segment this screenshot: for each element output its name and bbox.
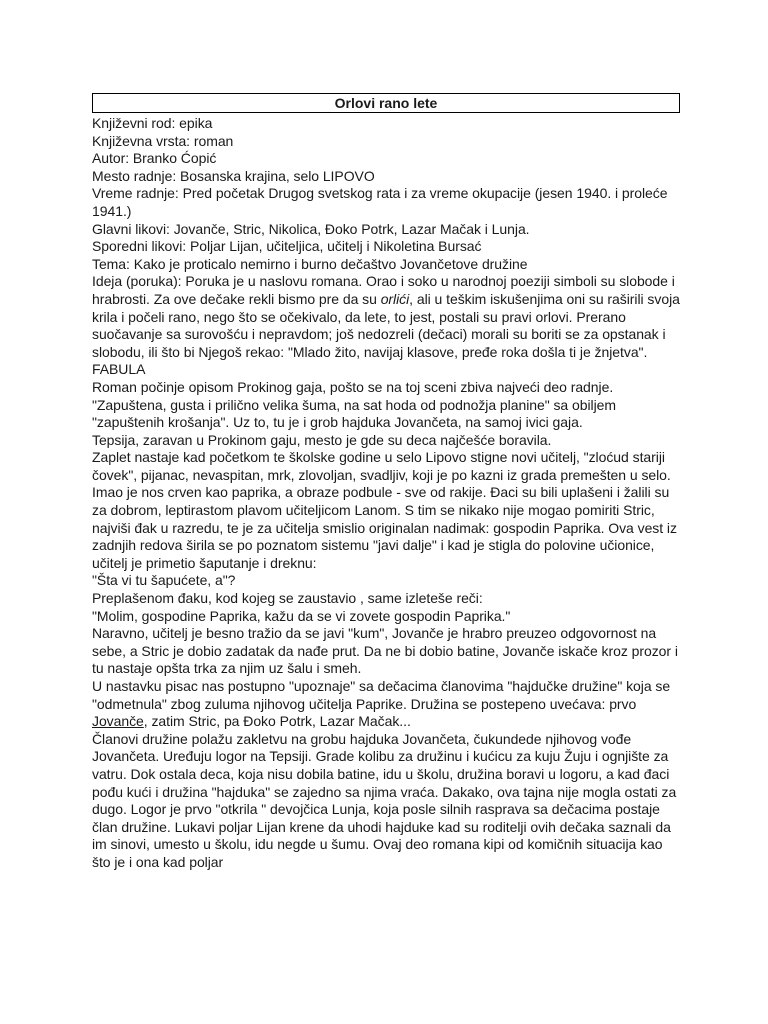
paragraph: "Šta vi tu šapućete, a"? <box>92 572 236 589</box>
paragraph: Članovi družine polažu zakletvu na grobu hajduka Jovančeta, čukundede njihovog vođe Jovančeta. Uređuju logor na Tepsiji. Grade kolibu za družinu i kućicu za kuju Žuju i ognjište za vatru. Dok ostala deca, koja nisu dobila batine, idu u školu, družina boravi u logoru, a kad đaci pođu kući i družina "hajduka" se zajedno sa njima vraća. Dakako, ova tajna nije mogla ostati za dugo. Logor je prvo "otkrila " devojčica Lunja, koja posle silnih rasprava sa dečacima postaje član družine. Lukavi poljar Lijan krene da uhodi hajduke kad su roditelji ovih dečaka saznali da im sinovi, umesto u školu, idu negde u šumu. Ovaj deo romana kipi od komičnih situacija kao što je i ona kad poljar <box>92 730 677 870</box>
idea-text-b: , ali u teškim iskušenjima oni su raširili svoja krila i počeli rano, nego što se očekivalo, da lete, to jest, postali su pravi orlovi. Prerano suočavanje sa surovošću i nepravdom; još nedozreli (dečaci) morali su boriti se za opstanak i slobodu, ili što bi Njegoš rekao: "Mlado žito, navijaj klasove, pređe roka došla ti je žnjetva". <box>92 290 680 360</box>
meta-author: Autor: Branko Ćopić <box>92 150 217 167</box>
meta-theme: Tema: Kako je proticalo nemirno i burno dečaštvo Jovančetove družine <box>92 255 528 272</box>
paragraph: Naravno, učitelj je besno tražio da se javi "kum", Jovanče je hrabro preuzeo odgovornost na sebe, a Stric je dobio zadatak da nađe prut. Da ne bi dobio batine, Jovanče iskače kroz prozor i tu nastaje opšta trka za njim uz šalu i smeh. <box>92 625 678 677</box>
document-body <box>92 115 680 872</box>
idea-paragraph <box>92 273 680 361</box>
novel-text-b: , zatim Stric, pa Đoko Potrk, Lazar Mačak... <box>143 713 411 730</box>
meta-genre: Književni rod: epika <box>92 115 213 131</box>
meta-side-characters: Sporedni likovi: Poljar Lijan, učiteljica, učitelj i Nikoletina Bursać <box>92 238 482 255</box>
paragraph: Tepsija, zaravan u Prokinom gaju, mesto je gde su deca najčešće boravila. <box>92 431 552 448</box>
meta-type: Književna vrsta: roman <box>92 132 234 149</box>
meta-place: Mesto radnje: Bosanska krajina, selo LIPOVO <box>92 167 375 184</box>
fabula-heading: FABULA <box>92 361 146 378</box>
document-title: Orlovi rano lete <box>92 93 680 113</box>
idea-text-a: Ideja (poruka): Poruka je u naslovu romana. Orao i soko u narodnoj poeziji simboli su slobode i hrabrosti. Za ove dečake rekli bismo pre da su <box>92 273 675 307</box>
meta-time: Vreme radnje: Pred početak Drugog svetskog rata i za vreme okupacije (jesen 1940. i proleće 1941.) <box>92 185 668 219</box>
paragraph: "Molim, gospodine Paprika, kažu da se vi zovete gospodin Paprika." <box>92 607 511 624</box>
idea-italic-word: orlići <box>380 290 410 307</box>
underlined-name: Jovanče <box>92 713 144 730</box>
novel-text-a: U nastavku pisac nas postupno "upoznaje" sa dečacima članovima "hajdučke družine" koja se "odmetnula" zbog zuluma njihovog učitelja Paprike. Družina se postepeno uvećava: prvo <box>92 678 671 712</box>
meta-main-characters: Glavni likovi: Jovanče, Stric, Nikolica, Đoko Potrk, Lazar Mačak i Lunja. <box>92 220 530 237</box>
paragraph: Preplašenom đaku, kod kojeg se zaustavio , same izleteše reči: <box>92 590 483 607</box>
document-page <box>92 93 680 872</box>
paragraph: Zaplet nastaje kad početkom te školske godine u selo Lipovo stigne novi učitelj, "zloćud stariji čovek", pijanac, nevaspitan, mrk, zlovoljan, svadljiv, koji je po kazni iz grada premešten u selo. Imao je nos crven kao paprika, a obraze podbule - sve od rakije. Đaci su bili uplašeni i žalili su za dobrom, leptirastom plavom učiteljicom Lanom. S tim se nikako nije mogao pomiriti Stric, najviši đak u razredu, te je za učitelja smislio originalan nadimak: gospodin Paprika. Ova vest iz zadnjih redova širila se po poznatom sistemu "javi dalje" i kad je stigla do polovine učionice, učitelj je primetio šaputanje i dreknu: <box>92 449 677 571</box>
paragraph: Roman počinje opisom Prokinog gaja, pošto se na toj sceni zbiva najveći deo radnje. "Zapuštena, gusta i prilično velika šuma, na sat hoda od podnožja planine" sa obiljem "zapuštenih krošanja". Uz to, tu je i grob hajduka Jovančeta, na samoj ivici gaja. <box>92 378 617 431</box>
paragraph <box>92 678 680 731</box>
